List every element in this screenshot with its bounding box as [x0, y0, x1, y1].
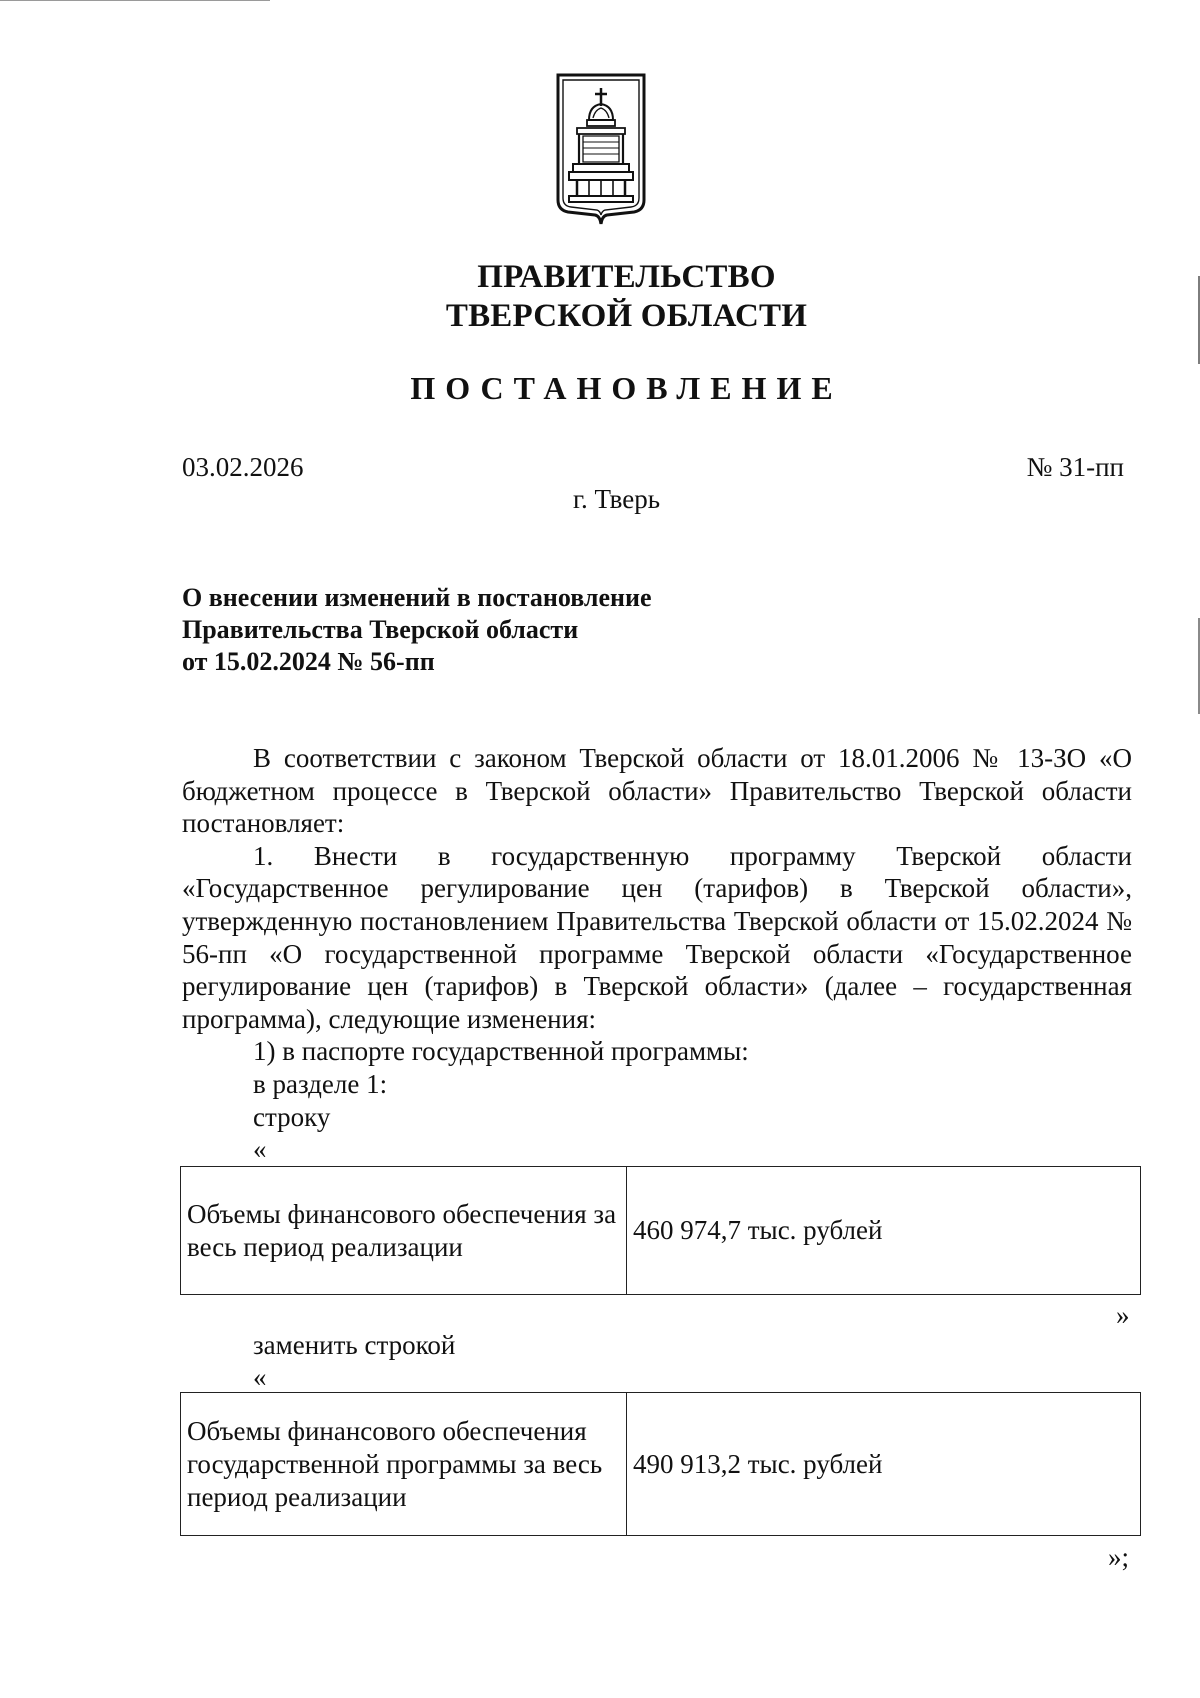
document-body	[182, 742, 1132, 1166]
subject-line: от 15.02.2024 № 56-пп	[182, 647, 435, 676]
scan-artifact-line	[0, 0, 270, 1]
open-quote: «	[253, 1134, 267, 1165]
close-quote-end: »;	[1108, 1542, 1130, 1572]
table-cell-label: Объемы финансового обеспечения государственной программы за весь период реализации	[181, 1393, 627, 1536]
subject-line: Правительства Тверской области	[182, 615, 579, 644]
government-title	[0, 258, 1200, 336]
row-word-line: строку	[253, 1101, 331, 1132]
document-type-heading: ПОСТАНОВЛЕНИЕ	[410, 370, 843, 406]
preamble-paragraph: В соответствии с законом Тверской области от 18.01.2006 № 13-ЗО «О бюджетном процессе в Тверской области» Правительство Тверской области постановляет:	[182, 743, 1132, 839]
table-cell-value: 490 913,2 тыс. рублей	[627, 1393, 1141, 1536]
close-quote: »	[1116, 1300, 1130, 1330]
tver-coat-of-arms-icon	[555, 72, 647, 226]
table-row	[181, 1167, 1141, 1295]
section-line: в разделе 1:	[253, 1068, 388, 1099]
old-finance-table	[180, 1166, 1141, 1295]
table-cell-value: 460 974,7 тыс. рублей	[627, 1167, 1141, 1295]
government-title-line1: ПРАВИТЕЛЬСТВО	[477, 259, 776, 295]
subject-line: О внесении изменений в постановление	[182, 583, 652, 612]
table-cell-label: Объемы финансового обеспечения за весь период реализации	[181, 1167, 627, 1295]
new-finance-table	[180, 1392, 1141, 1536]
item1-paragraph: 1. Внести в государственную программу Тверской области «Государственное регулирование цен (тарифов) в Тверской области», утвержденную постановлением Правительства Тверской области от 15.02.2024 № 56-пп «О государственной программе Тверской области «Государственное регулирование цен (тарифов) в Тверской области» (далее – государственная программа), следующие изменения:	[182, 840, 1132, 1034]
open-quote: «	[253, 1362, 267, 1392]
government-title-line2: ТВЕРСКОЙ ОБЛАСТИ	[445, 298, 808, 334]
document-city: г. Тверь	[572, 484, 661, 514]
document-subject	[182, 582, 652, 678]
document-number: № 31-пп	[1026, 452, 1124, 482]
table-row	[181, 1393, 1141, 1536]
document-date: 03.02.2026	[182, 452, 304, 482]
replace-with-line: заменить строкой	[253, 1330, 456, 1360]
subitem-line: 1) в паспорте государственной программы:	[253, 1036, 749, 1067]
